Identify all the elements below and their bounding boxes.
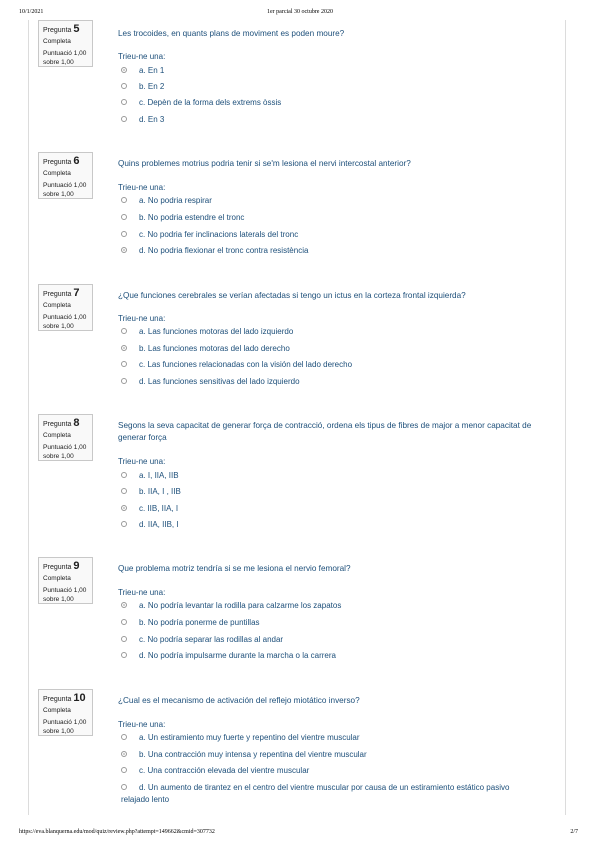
answer-option[interactable] xyxy=(121,195,531,207)
answer-option-label: c. IIB, IIA, I xyxy=(139,504,179,513)
answer-option[interactable] xyxy=(121,503,531,515)
radio-button[interactable] xyxy=(121,83,127,89)
answer-option[interactable] xyxy=(121,765,531,777)
answer-prompt: Trieu-ne una: xyxy=(118,52,166,61)
radio-button[interactable] xyxy=(121,505,127,511)
answer-option-label: a. No podría levantar la rodilla para calzarme los zapatos xyxy=(139,601,342,610)
radio-button[interactable] xyxy=(121,99,127,105)
question-label: Pregunta xyxy=(43,421,72,428)
question-grade: Puntuació 1,00 sobre 1,00 xyxy=(43,587,87,603)
radio-button[interactable] xyxy=(121,247,127,253)
question-label: Pregunta xyxy=(43,27,72,34)
radio-button[interactable] xyxy=(121,328,127,334)
content-border-right xyxy=(565,20,566,815)
answer-option[interactable] xyxy=(121,634,531,646)
answer-option[interactable] xyxy=(121,519,531,531)
answer-option-label: d. Las funciones sensitivas del lado izquierdo xyxy=(139,377,300,386)
question-label: Pregunta xyxy=(43,291,72,298)
print-page-number: 2/7 xyxy=(570,829,578,835)
radio-button[interactable] xyxy=(121,734,127,740)
answer-option-label: b. Una contracción muy intensa y repentina del vientre muscular xyxy=(139,750,367,759)
radio-button[interactable] xyxy=(121,116,127,122)
answer-option-label: a. Las funciones motoras del lado izquierdo xyxy=(139,327,294,336)
question-label: Pregunta xyxy=(43,564,72,571)
answer-prompt: Trieu-ne una: xyxy=(118,457,166,466)
answer-option[interactable] xyxy=(121,326,531,338)
answer-option[interactable] xyxy=(121,617,531,629)
question-state: Completa xyxy=(43,38,71,45)
radio-button[interactable] xyxy=(121,472,127,478)
answer-option-label: a. No podria respirar xyxy=(139,196,212,205)
question-state: Completa xyxy=(43,707,71,714)
content-border-left xyxy=(28,20,29,815)
answer-option[interactable] xyxy=(121,212,531,224)
question-text: ¿Cual es el mecanismo de activación del reflejo miotático inverso? xyxy=(118,696,360,705)
answer-option[interactable] xyxy=(121,470,531,482)
question-info xyxy=(38,414,93,461)
answer-option-label: c. No podría separar las rodillas al andar xyxy=(139,635,284,644)
question-info xyxy=(38,20,93,67)
radio-button[interactable] xyxy=(121,521,127,527)
answer-option[interactable] xyxy=(121,749,531,761)
question-number: 10 xyxy=(73,692,86,704)
question-grade: Puntuació 1,00 sobre 1,00 xyxy=(43,444,87,460)
radio-button[interactable] xyxy=(121,602,127,608)
answer-option-label: b. En 2 xyxy=(139,82,165,91)
question-label: Pregunta xyxy=(43,159,72,166)
question-grade: Puntuació 1,00 sobre 1,00 xyxy=(43,314,87,330)
radio-button[interactable] xyxy=(121,67,127,73)
question-grade: Puntuació 1,00 sobre 1,00 xyxy=(43,719,87,735)
radio-button[interactable] xyxy=(121,767,127,773)
question-grade: Puntuació 1,00 sobre 1,00 xyxy=(43,182,87,198)
answer-option[interactable] xyxy=(121,97,531,109)
answer-prompt: Trieu-ne una: xyxy=(118,588,166,597)
question-number: 5 xyxy=(73,23,80,35)
radio-button[interactable] xyxy=(121,197,127,203)
answer-option-label: b. IIA, I , IIB xyxy=(139,487,181,496)
question-state: Completa xyxy=(43,170,71,177)
question-text: ¿Que funciones cerebrales se verían afectadas si tengo un ictus en la corteza frontal izquierda? xyxy=(118,291,466,300)
question-info xyxy=(38,284,93,331)
question-number: 9 xyxy=(73,560,80,572)
answer-option[interactable] xyxy=(121,229,531,241)
radio-button[interactable] xyxy=(121,378,127,384)
answer-option-label: a. Un estiramiento muy fuerte y repentino del vientre muscular xyxy=(139,733,360,742)
answer-option-label: c. Una contracción elevada del vientre muscular xyxy=(139,766,310,775)
question-label: Pregunta xyxy=(43,696,72,703)
question-text: Segons la seva capacitat de generar força de contracció, ordena els tipus de fibres de major a menor capacitat de generar força xyxy=(118,421,532,442)
radio-button[interactable] xyxy=(121,488,127,494)
answer-option-label: c. Las funciones relacionadas con la visión del lado derecho xyxy=(139,360,353,369)
radio-button[interactable] xyxy=(121,619,127,625)
print-title: 1er parcial 30 octubre 2020 xyxy=(267,9,333,15)
question-text: Les trocoides, en quants plans de moviment es poden moure? xyxy=(118,29,345,38)
answer-option-label: d. No podría impulsarme durante la marcha o la carrera xyxy=(139,651,336,660)
answer-option[interactable] xyxy=(121,650,531,662)
question-state: Completa xyxy=(43,575,71,582)
radio-button[interactable] xyxy=(121,231,127,237)
answer-option[interactable] xyxy=(121,343,531,355)
answer-option-label: a. En 1 xyxy=(139,66,165,75)
radio-button[interactable] xyxy=(121,652,127,658)
answer-option-label: b. Las funciones motoras del lado derecho xyxy=(139,344,290,353)
answer-option[interactable] xyxy=(121,65,531,77)
answer-option[interactable] xyxy=(121,81,531,93)
question-info xyxy=(38,689,93,736)
question-info xyxy=(38,557,93,604)
question-state: Completa xyxy=(43,432,71,439)
answer-option-label: b. No podría ponerme de puntillas xyxy=(139,618,260,627)
radio-button[interactable] xyxy=(121,751,127,757)
print-date: 10/1/2021 xyxy=(19,9,44,15)
answer-option[interactable] xyxy=(121,732,531,744)
answer-option-label: d. No podria flexionar el tronc contra resistència xyxy=(139,246,309,255)
question-number: 7 xyxy=(73,287,80,299)
question-info xyxy=(38,152,93,199)
answer-option[interactable] xyxy=(121,782,531,806)
answer-option-label: d. Un aumento de tirantez en el centro del vientre muscular por causa de un estiramiento estático pasivo relajado lento xyxy=(121,783,510,805)
answer-option[interactable] xyxy=(121,376,531,388)
radio-button[interactable] xyxy=(121,214,127,220)
question-text: Que problema motriz tendría si se me lesiona el nervio femoral? xyxy=(118,564,351,573)
question-number: 8 xyxy=(73,417,80,429)
answer-option-label: a. I, IIA, IIB xyxy=(139,471,179,480)
radio-button[interactable] xyxy=(121,636,127,642)
answer-option-label: b. No podria estendre el tronc xyxy=(139,213,245,222)
print-url: https://eva.blanquerna.edu/mod/quiz/review.php?attempt=149662&cmid=307732 xyxy=(19,829,215,835)
radio-button[interactable] xyxy=(121,361,127,367)
answer-option[interactable] xyxy=(121,245,531,257)
answer-option-label: d. En 3 xyxy=(139,115,165,124)
answer-prompt: Trieu-ne una: xyxy=(118,720,166,729)
radio-button[interactable] xyxy=(121,784,127,790)
answer-option[interactable] xyxy=(121,359,531,371)
answer-prompt: Trieu-ne una: xyxy=(118,314,166,323)
question-number: 6 xyxy=(73,155,80,167)
question-text: Quins problemes motrius podria tenir si se'm lesiona el nervi intercostal anterior? xyxy=(118,159,411,168)
answer-option-label: d. IIA, IIB, I xyxy=(139,520,179,529)
answer-option[interactable] xyxy=(121,600,531,612)
answer-prompt: Trieu-ne una: xyxy=(118,183,166,192)
question-grade: Puntuació 1,00 sobre 1,00 xyxy=(43,50,87,66)
answer-option-label: c. No podria fer inclinacions laterals del tronc xyxy=(139,230,299,239)
answer-option-label: c. Depèn de la forma dels extrems òssis xyxy=(139,98,282,107)
answer-option[interactable] xyxy=(121,114,531,126)
answer-option[interactable] xyxy=(121,486,531,498)
question-state: Completa xyxy=(43,302,71,309)
radio-button[interactable] xyxy=(121,345,127,351)
